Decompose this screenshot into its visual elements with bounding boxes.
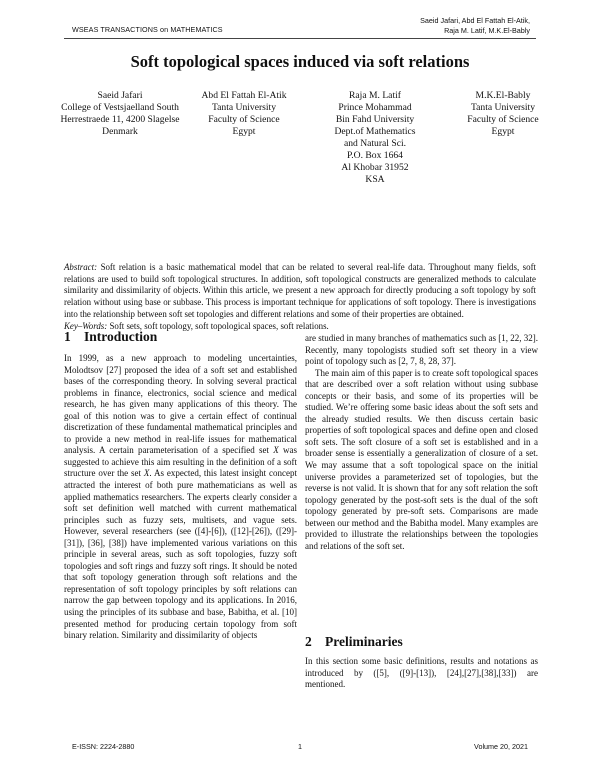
author-block-4 xyxy=(448,90,558,138)
intro-paragraph: The main aim of this paper is to create soft topological spaces that are described over a soft relation without using subbase concepts or their basis, and some of its properties will be studied. We’re offering some basic ideas about the soft sets and the already studied results. We then discuss certain basic properties of soft topological spaces and define open and closed soft sets. The soft closure of a soft set is established and in a broader sense is essentially a generalization of closure of a set. We may assume that a soft topological space on the initial universe provides a parameterized set of topologies, but the reverse is not valid. It is shown that for any soft relation the soft topology generated by the post-soft sets is the dual of the soft topology generated by pre-soft sets. Comparisons are made between our method and the Babitha model. Many examples are provided to illustrate the relationships between the topologies and relations of the soft set. xyxy=(305,367,538,551)
author-affiliation: College of Vestsjaelland South xyxy=(61,102,179,113)
running-header-journal: WSEAS TRANSACTIONS on MATHEMATICS xyxy=(72,25,223,34)
section-number: 2 xyxy=(305,634,312,649)
author-name: Abd El Fattah El-Atik xyxy=(201,90,287,101)
author-faculty: Faculty of Science xyxy=(208,114,280,125)
abstract-text: Soft relation is a basic mathematical model that can be related to several real-life data. Throughout many fields, soft relations are used to build soft topological structures. In addition, soft topological constructs are generalized methods to calculate similarity and dissimilarity of objects. Within this article, we present a new approach for directly producing a soft topology by soft relation without using base or subbase. This process is important technique for applications of soft topology. There is investigations into the relationship between soft set topologies and different relations and some of their properties are obtained. xyxy=(64,262,536,319)
author-block-3 xyxy=(318,90,432,186)
author-address: P.O. Box 1664 xyxy=(347,150,403,161)
footer-volume: Volume 20, 2021 xyxy=(474,742,528,751)
author-department: Dept.of Mathematics xyxy=(334,126,416,137)
section-title: Preliminaries xyxy=(325,634,403,649)
author-affiliation: Tanta University xyxy=(211,102,277,113)
author-affiliation: Tanta University xyxy=(470,102,536,113)
author-block-1 xyxy=(44,90,196,138)
keywords-label: Key–Words: xyxy=(64,321,108,331)
left-column xyxy=(64,353,297,642)
keywords-text: Soft sets, soft topology, soft topological spaces, soft relations. xyxy=(109,321,329,331)
intro-paragraph-continued: are studied in many branches of mathematics such as [1, 22, 32]. Recently, many topologists studied soft set theory in a view point of topology such as [2, 7, 8, 28, 37]. xyxy=(305,333,538,367)
author-address: Al Khobar 31952 xyxy=(341,162,409,173)
author-address: Herrestraede 11, 4200 Slagelse xyxy=(60,114,180,125)
abstract xyxy=(64,262,536,321)
author-country: KSA xyxy=(365,174,385,185)
running-header-authors-line2: Raja M. Latif, M.K.El-Bably xyxy=(444,26,530,35)
section-number: 1 xyxy=(64,329,71,344)
footer-issn: E-ISSN: 2224-2880 xyxy=(72,742,135,751)
author-affiliation: Prince Mohammad xyxy=(338,102,412,113)
section-title: Introduction xyxy=(84,329,158,344)
author-department: and Natural Sci. xyxy=(343,138,407,149)
running-header-authors xyxy=(420,16,530,36)
footer-page-number: 1 xyxy=(298,742,302,751)
paper-title: Soft topological spaces induced via soft relations xyxy=(130,52,470,71)
section-heading-introduction xyxy=(64,327,157,347)
header-rule xyxy=(64,38,536,39)
author-faculty: Faculty of Science xyxy=(467,114,539,125)
author-block-2 xyxy=(189,90,299,138)
prelim-paragraph: In this section some basic definitions, results and notations as introduced by ([5], ([9]-[13]), [24],[27],[38],[33]) are mentioned. xyxy=(305,656,538,690)
author-country: Denmark xyxy=(102,126,138,137)
abstract-label: Abstract: xyxy=(64,262,98,272)
intro-paragraph: In 1999, as a new approach to modeling uncertainties, Molodtsov [27] proposed the idea of a soft set and established bases of the corresponding theory. In solving several practical problems in finance, electronics, social science and medical research, he has given many applications of this theory. The goal of this notion was to give a certain effect of continual discretization of these fundamental mathematical principles and to provide a new method in real-life issues for mathematical analysis. A certain parameterisation of a specified set X was suggested to achieve this aim resulting in the definition of a soft structure over the set X. As expected, this latest insight concept attracted the interest of both pure mathematicians as well as applied mathematics researchers. The experts clearly consider a soft set definition well matched with current mathematical principles such as fuzzy sets, multisets, and vague sets. However, several researchers (see ([4]-[6]), ([12]-[26]), ([29]-[31]), [36], [38]) have implemented various variations on this principle in several areas, such as soft topologies, fuzzy soft topologies and soft rings and fuzzy soft rings. It should be noted that soft topology generation through soft relations and the representation of soft topology principles by soft relations can narrow the gap between topology and its applications. In 2016, using the principles of its subbase and base, Babitha, et al. [10] presented method for producing certain topology from soft binary relation. Similarity and dissimilarity of objects xyxy=(64,353,298,641)
section-heading-preliminaries xyxy=(305,632,403,652)
preliminaries-text xyxy=(305,656,538,691)
author-name: Raja M. Latif xyxy=(349,90,401,101)
author-name: M.K.El-Bably xyxy=(475,90,531,101)
author-country: Egypt xyxy=(232,126,256,137)
author-affiliation: Bin Fahd University xyxy=(335,114,415,125)
author-name: Saeid Jafari xyxy=(97,90,143,101)
running-header-authors-line1: Saeid Jafari, Abd El Fattah El-Atik, xyxy=(420,16,530,25)
author-country: Egypt xyxy=(491,126,515,137)
right-column xyxy=(305,333,538,552)
